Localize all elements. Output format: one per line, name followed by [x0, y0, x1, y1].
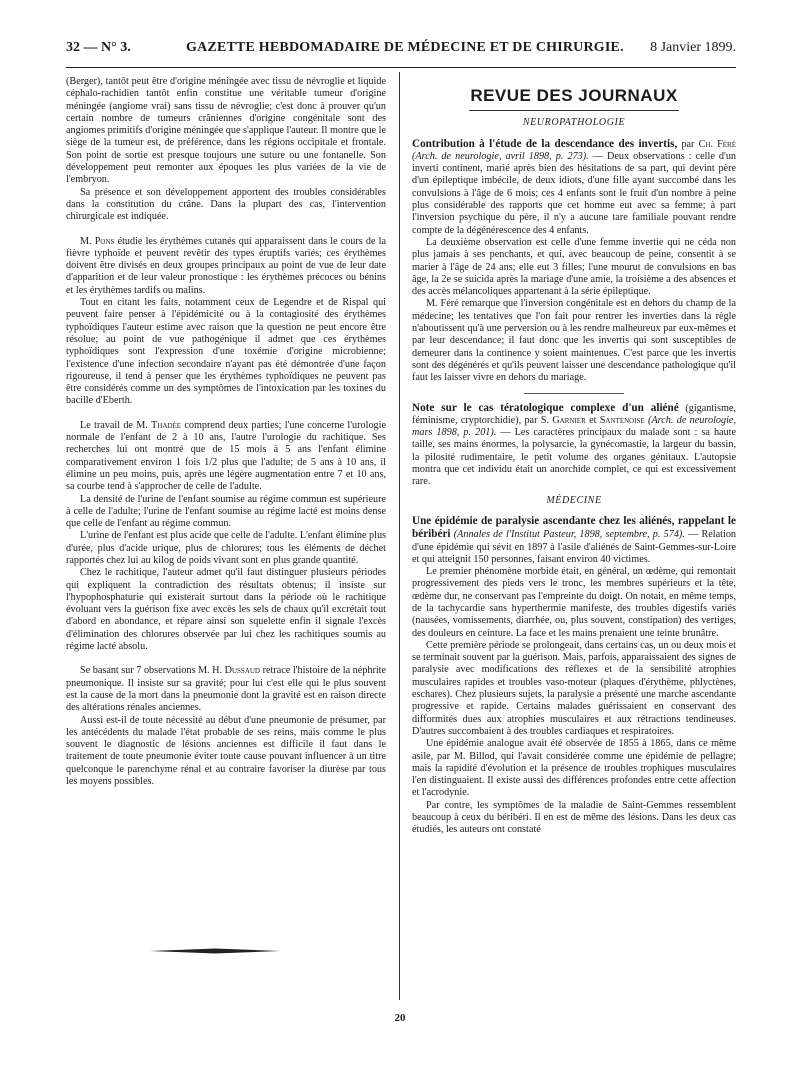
- paragraph: Cette première période se prolongeait, dans certains cas, un ou deux mois et se terminait souvent par la guérison. Mais, parfois, apparaissaient des signes de paralysie avec modifications des réflexes et de la sensibilité atrophies musculaires rapides et troubles vaso-moteur (plaques d'érythème, phlyctènes, eschares). Chez plusieurs sujets, la paralysie a présenté une marche ascendante progressive et rapide. Certains malades guérissaient en conservant des difformités dues aux atrophies musculaires et aux rétractions tendineuses. D'autres succombaient à des troubles cardiaques et respiratoires.: [412, 639, 736, 737]
- paragraph: L'urine de l'enfant est plus acide que celle de l'adulte. L'enfant élimine plus d'urée, plus d'acide urique, plus de chlorures; tous les éléments de déchet rapportés chez lui au kilog de poids vivant sont en plus grande quantité.: [66, 530, 386, 566]
- paragraph: Tout en citant les faits, notamment ceux de Legendre et de Rispal qui peuvent faire penser à l'épidémicité ou à la contagiosité des érythèmes typhoïdiques l'auteur estime avec raison que la question ne peut encore être résolue; au point de vue pathogénique il admet que ces érythèmes typhoïdiques sont l'expression d'une toxémie d'origine microbienne; l'existence d'une infection secondaire n'ayant pas été démontrée d'une façon rigoureuse, il tend à penser que les érythèmes typhoïdiques ne peuvent pas être considérés comme un des symptômes de l'intoxication par les toxines du bacille d'Eberth.: [66, 297, 386, 407]
- article-title: Note sur le cas tératologique complexe d'un aliéné: [412, 401, 679, 414]
- author-name: Dussaud: [224, 665, 260, 677]
- paragraph: Aussi est-il de toute nécessité au début d'une pneumonie de présumer, par les antécédents du malade l'état probable de ses reins, mais comme le plus souvent le diagnostic de lésions anciennes est difficile il faut dans le traitement de toute pneumonie éviter toute cause pouvant influencer à un titre quelconque le parenchyme rénal et au contraire favoriser la diurèse par tous les moyens possibles.: [66, 714, 386, 788]
- author-name: Ch. Féré: [698, 138, 737, 150]
- article-paragraph: [412, 402, 736, 489]
- article-reference: (Arch. de neurologie, mars 1898, p. 201).: [412, 414, 736, 439]
- section-heading: REVUE DES JOURNAUX: [470, 86, 678, 105]
- paragraph-text: comprend deux parties; l'une concerne l'urologie normale de l'enfant de 2 à 10 ans, l'autre l'urologie du rachitique. Ses recherches lui ont montré que de 15 mois à 5 ans l'enfant élimine comparativement environ 1 fois 1/2 plus que l'adulte; de 5 ans à 10 ans, il élimine un peu moins, puis, après une légère augmentation entre 7 et 10 ans, sa courbe tend à s'approcher de celle de l'adulte.: [66, 419, 387, 493]
- end-ornament: [150, 948, 280, 954]
- article-paragraph: [412, 138, 736, 237]
- page-number: 20: [394, 1012, 406, 1024]
- author-lead: par: [681, 138, 695, 150]
- right-column: [412, 76, 736, 837]
- article-reference: (Annales de l'Institut Pasteur, 1898, septembre, p. 574).: [453, 529, 685, 541]
- paragraph-text: étudie les érythèmes cutanés qui apparaissent dans le cours de la fièvre typhoïde et peuvent revêtir des types éruptifs variés; ces érythèmes doivent être divisés en deux groupes principaux au point de vue de leur date d'apparition et de leur valeur pronostique : les érythèmes précoces ou bénins et les érythèmes tardifs ou malins.: [66, 235, 386, 296]
- page-label: 32 — N° 3.: [66, 40, 131, 55]
- paragraph: Chez le rachitique, l'auteur admet qu'il faut distinguer plusieurs périodes qui expliquent la contradiction des résultats obtenus; il insiste sur l'hypophosphaturie qui existerait surtout dans la période où le rachitique évoluant vers la guérison fixe avec excès les sels de chaux qu'il excrétait tout d'abord en abondance, et répare ainsi son squelette enfin il signale l'excès d'élimination des chlorures observée par lui chez les rachitiques soumis au régime lacté absolu.: [66, 567, 386, 653]
- paragraph: (Berger), tantôt peut être d'origine méningée avec tissu de névroglie et liquide céphalo-rachidien tantôt enfin constitue une véritable tumeur d'origine méningée (angiome vrai) sans tissu de névroglie; c'est donc à prouver qu'un certain nombre de tumeurs crâniennes d'origine congénitale sont des angiomes primitifs d'origine méningée que s'applique l'auteur. Il montre que le siège de la tumeur est, de préférence, dans les régions occipitale et frontale. Son point de sortie est presque toujours une suture ou une fontanelle. Son développement peut remonter aux époques les plus variées de la vie de l'embryon.: [66, 76, 386, 186]
- article-paragraph: [412, 515, 736, 566]
- article-description: (gigantisme, féminisme, cryptorchidie), par S.: [412, 402, 737, 426]
- header-rule: [66, 67, 736, 68]
- paragraph: [66, 665, 386, 714]
- article-title: Une épidémie de paralysie ascendante chez les aliénés, rappelant le béribéri: [412, 514, 736, 541]
- paragraph: La densité de l'urine de l'enfant soumise au régime commun est supérieure à celle de l'adulte; l'urine de l'enfant soumise au régime lacté est moins dense que celle de l'enfant au régime commun.: [66, 493, 386, 530]
- paragraph: Par contre, les symptômes de la maladie de Saint-Gemmes ressemblent beaucoup à ceux du béribéri. Il en est de même des lésions. Dans les deux cas étudiés, les auteurs ont constaté: [412, 799, 736, 836]
- paragraph: [66, 420, 386, 494]
- paragraph: Sa présence et son développement apportent des troubles considérables dans la constitution du crâne. Dans la plupart des cas, l'intervention chirurgicale est indiquée.: [66, 186, 386, 223]
- subsection-title: NEUROPATHOLOGIE: [522, 117, 626, 129]
- subsection-title: MÉDECINE: [546, 494, 602, 506]
- page-header: [66, 40, 736, 62]
- article-reference: (Arch. de neurologie, avril 1898, p. 273).: [412, 150, 589, 162]
- author-name: Santenoise: [599, 414, 645, 426]
- paragraph-lead: Le travail de M.: [80, 419, 148, 431]
- paragraph-text: — Deux observations : celle d'un inverti continent, marié après bien des hésitations de sa part, qui devint père d'un épileptique imbécile, de deux idiots, d'une fille ayant succombé dans les convulsions à l'âge de 6 mois; ces 4 enfants sont le fruit d'un nombre à peine plus considérable des rapports que cet homme eut avec sa femme; à part l'inversion psychique du père, il n'y a aucune tare familiale pouvant rendre compte de la dégénérescence des 4 enfants.: [412, 150, 737, 236]
- journal-title: GAZETTE HEBDOMADAIRE DE MÉDECINE ET DE CHIRURGIE.: [186, 40, 624, 55]
- author-name: Garnier: [552, 414, 586, 426]
- author-name: Thadée: [151, 419, 182, 431]
- article-separator: [524, 393, 624, 394]
- paragraph: Une épidémie analogue avait été observée de 1855 à 1865, dans ce même asile, par M. Billod, qui l'avait considérée comme une épidémie de pellagre; mais la rapidité d'évolution et la présence de troubles trophiques musculaires l'en distinguaient. Il existe aussi des différences profondes entre cette affection et l'acrodynie.: [412, 738, 736, 799]
- paragraph-text: — Relation d'une épidémie qui sévit en 1897 à l'asile d'aliénés de Saint-Gemmes-sur-Loire et qui atteignit 150 personnes, faisant environ 40 victimes.: [412, 529, 737, 565]
- article-title: Contribution à l'étude de la descendance des invertis,: [412, 137, 678, 150]
- paragraph-lead: Se basant sur 7 observations M. H.: [80, 665, 223, 677]
- paragraph-text: — Les caractères principaux du malade sont : sa haute taille, ses mains énormes, la polysarcie, la gynécomastie, la largeur du bassin, la pilosité rudimentaire, le petit volume des organes génitaux. L'autopsie montra que cet individu était un anorchide complet, ce qui est excessivement rare.: [412, 427, 737, 488]
- paragraph: [66, 236, 386, 297]
- heading-rule: [469, 110, 679, 111]
- issue-date: 8 Janvier 1899.: [650, 40, 736, 55]
- paragraph-text: retrace l'histoire de la néphrite pneumonique. Il insiste sur sa gravité; pour lui c'est elle qui le plus souvent est la cause de la mort dans la pneumonie dont la gravité est en raison directe des altérations rénales anciennes.: [66, 665, 387, 714]
- left-column: [66, 76, 386, 788]
- paragraph: La deuxième observation est celle d'une femme invertie qui ne céda non plus jamais à ses penchants, et qui, avec beaucoup de peine, consentit à se marier à l'âge de 24 ans; elle eut 3 filles; l'une mourut de convulsions en bas âge, la 2e se suicida après la mariage d'une amie, la troisième a des absences et des accès mélancoliques appartenant à la série épileptique.: [412, 236, 736, 298]
- column-divider: [399, 72, 400, 1000]
- paragraph: M. Féré remarque que l'inversion congénitale est en dehors du champ de la médecine; les tentatives que l'on fait pour rentrer les inverties dans la règle n'aboutissent qu'à une perversion ou à les rendre malheureux par eux-mêmes et par leur descendance; il faut donc que les invertis qui sont susceptibles de demeurer dans la continence y soient maintenues. C'est parce que les invertis sont des dégénérés et qu'ils peuvent laisser une descendance pathologique qu'il faut les laisser vivre en dehors du mariage.: [412, 298, 736, 384]
- author-name: M. Pons: [80, 235, 115, 247]
- conjunction: et: [589, 414, 597, 426]
- paragraph: Le premier phénomène morbide était, en général, un œdème, qui remontait progressivement des pieds vers le tronc, les membres supérieurs et la tête, œdème dur, ne conservant pas l'empreinte du doigt. On notait, en même temps, de la tachycardie sans hyperthermie manifeste, des troubles digestifs variés (nausées, vomissements, diarrhée, ou, plus souvent, constipation) des vertiges, des douleurs en ceinture. La face et les mains prenaient une teinte brunâtre.: [412, 566, 736, 639]
